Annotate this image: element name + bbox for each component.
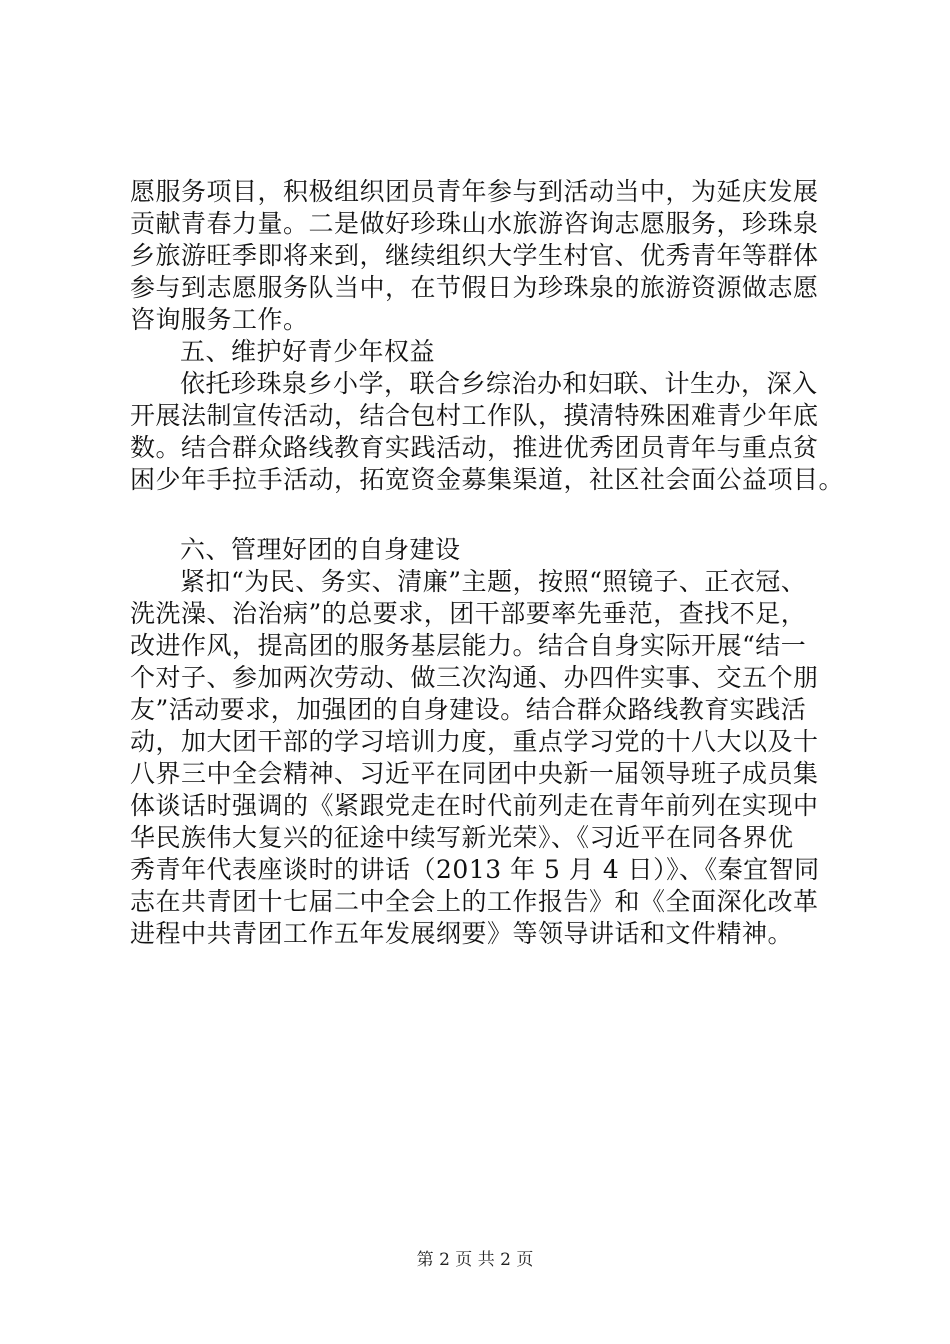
paragraph-line: 依托珍珠泉乡小学，联合乡综治办和妇联、计生办，深入	[180, 369, 818, 398]
paragraph-line: 数。结合群众路线教育实践活动，推进优秀团员青年与重点贫	[130, 433, 819, 462]
document-body	[130, 176, 850, 950]
paragraph-line: 愿服务项目，积极组织团员青年参与到活动当中，为延庆发展	[130, 177, 819, 206]
paragraph-line: 进程中共青团工作五年发展纲要》等领导讲话和文件精神。	[130, 919, 794, 948]
paragraph-line: 个对子、参加两次劳动、做三次沟通、办四件实事、交五个朋	[130, 663, 819, 692]
paragraph-line: 动，加大团干部的学习培训力度，重点学习党的十八大以及十	[130, 727, 819, 756]
paragraph-line: 秀青年代表座谈时的讲话（2013 年 5 月 4 日）》、《秦宜智同	[130, 855, 820, 884]
paragraph-gap	[130, 496, 850, 534]
paragraph-line: 乡旅游旺季即将来到，继续组织大学生村官、优秀青年等群体	[130, 241, 819, 270]
paragraph-line: 华民族伟大复兴的征途中续写新光荣》、《习近平在同各界优	[130, 823, 794, 852]
section-heading: 五、维护好青少年权益	[180, 337, 436, 366]
paragraph-line: 咨询服务工作。	[130, 305, 309, 334]
paragraph-line: 友”活动要求，加强团的自身建设。结合群众路线教育实践活	[130, 695, 807, 724]
paragraph-line: 志在共青团十七届二中全会上的工作报告》和《全面深化改革	[130, 887, 819, 916]
paragraph-line: 八界三中全会精神、习近平在同团中央新一届领导班子成员集	[130, 759, 819, 788]
section-heading: 六、管理好团的自身建设	[180, 535, 461, 564]
paragraph-line: 贡献青春力量。二是做好珍珠山水旅游咨询志愿服务，珍珠泉	[130, 209, 819, 238]
paragraph-line: 开展法制宣传活动，结合包村工作队，摸清特殊困难青少年底	[130, 401, 819, 430]
paragraph-line: 困少年手拉手活动，拓宽资金募集渠道，社区社会面公益项目。	[130, 465, 845, 494]
paragraph-line: 紧扣“为民、务实、清廉”主题，按照“照镜子、正衣冠、	[180, 567, 807, 596]
paragraph-line: 参与到志愿服务队当中，在节假日为珍珠泉的旅游资源做志愿	[130, 273, 819, 302]
paragraph-line: 洗洗澡、治治病”的总要求，团干部要率先垂范，查找不足，	[130, 599, 807, 628]
page-footer: 第 2 页 共 2 页	[416, 1250, 534, 1270]
paragraph-line: 体谈话时强调的《紧跟党走在时代前列走在青年前列在实现中	[130, 791, 819, 820]
paragraph-line: 改进作风，提高团的服务基层能力。结合自身实际开展“结一	[130, 631, 807, 660]
